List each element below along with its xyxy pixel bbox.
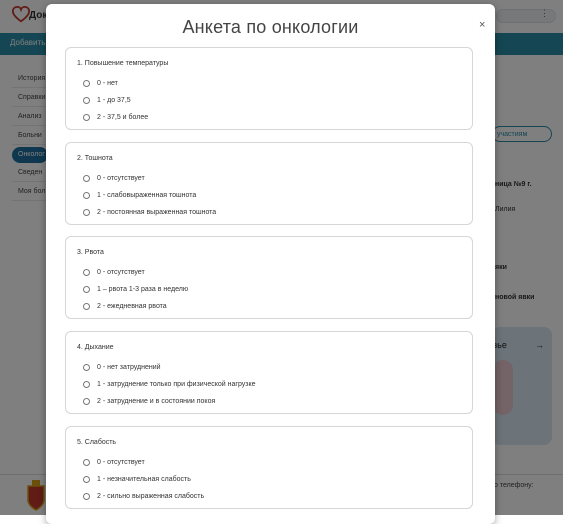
question-title: 3. Рвота: [77, 249, 104, 256]
radio-button[interactable]: [83, 192, 90, 199]
question-title: 5. Слабость: [77, 439, 117, 446]
option-label: 2 - 37,5 и более: [97, 113, 149, 121]
radio-option[interactable]: [83, 207, 216, 217]
radio-option[interactable]: [83, 95, 131, 105]
radio-button[interactable]: [83, 269, 90, 276]
radio-option[interactable]: [83, 491, 204, 501]
radio-option[interactable]: [83, 267, 145, 277]
option-label: 0 - отсутствует: [97, 268, 145, 276]
option-label: 2 - постоянная выраженная тошнота: [97, 208, 217, 216]
radio-option[interactable]: [83, 379, 256, 389]
option-label: 1 - незначительная слабость: [97, 475, 191, 483]
question-card: [65, 331, 473, 414]
radio-button[interactable]: [83, 286, 90, 293]
radio-button[interactable]: [83, 97, 90, 104]
radio-button[interactable]: [83, 209, 90, 216]
option-label: 0 - нет затруднений: [97, 363, 161, 371]
option-label: 1 – рвота 1-3 раза в неделю: [97, 285, 189, 293]
question-title: 2. Тошнота: [77, 155, 113, 162]
option-label: 1 - до 37,5: [97, 96, 131, 104]
radio-option[interactable]: [83, 301, 167, 311]
oncology-questionnaire-modal: [46, 4, 495, 524]
radio-button[interactable]: [83, 381, 90, 388]
radio-option[interactable]: [83, 190, 196, 200]
question-card: [65, 142, 473, 225]
option-label: 2 - сильно выраженная слабость: [97, 492, 205, 500]
modal-title: Анкета по онкологии: [182, 17, 359, 37]
close-icon[interactable]: ×: [479, 19, 486, 31]
radio-option[interactable]: [83, 474, 191, 484]
radio-option[interactable]: [83, 396, 215, 406]
option-label: 2 - затруднение и в состоянии покоя: [97, 397, 216, 405]
radio-button[interactable]: [83, 80, 90, 87]
radio-button[interactable]: [83, 303, 90, 310]
question-card: [65, 426, 473, 509]
question-title: 4. Дыхание: [77, 344, 114, 351]
question-card: [65, 47, 473, 130]
question-card: [65, 236, 473, 319]
radio-button[interactable]: [83, 175, 90, 182]
radio-button[interactable]: [83, 459, 90, 466]
question-title: 1. Повышение температуры: [77, 60, 169, 67]
radio-option[interactable]: [83, 362, 161, 372]
radio-button[interactable]: [83, 114, 90, 121]
radio-option[interactable]: [83, 457, 145, 467]
radio-button[interactable]: [83, 476, 90, 483]
option-label: 1 - затруднение только при физической нагрузке: [97, 380, 256, 388]
option-label: 2 - ежедневная рвота: [97, 302, 167, 310]
option-label: 1 - слабовыраженная тошнота: [97, 191, 197, 199]
radio-button[interactable]: [83, 493, 90, 500]
radio-button[interactable]: [83, 364, 90, 371]
option-label: 0 - отсутствует: [97, 458, 145, 466]
option-label: 0 - отсутствует: [97, 174, 145, 182]
radio-option[interactable]: [83, 78, 118, 88]
radio-option[interactable]: [83, 112, 148, 122]
radio-option[interactable]: [83, 284, 188, 294]
option-label: 0 - нет: [97, 79, 118, 87]
radio-option[interactable]: [83, 173, 145, 183]
radio-button[interactable]: [83, 398, 90, 405]
